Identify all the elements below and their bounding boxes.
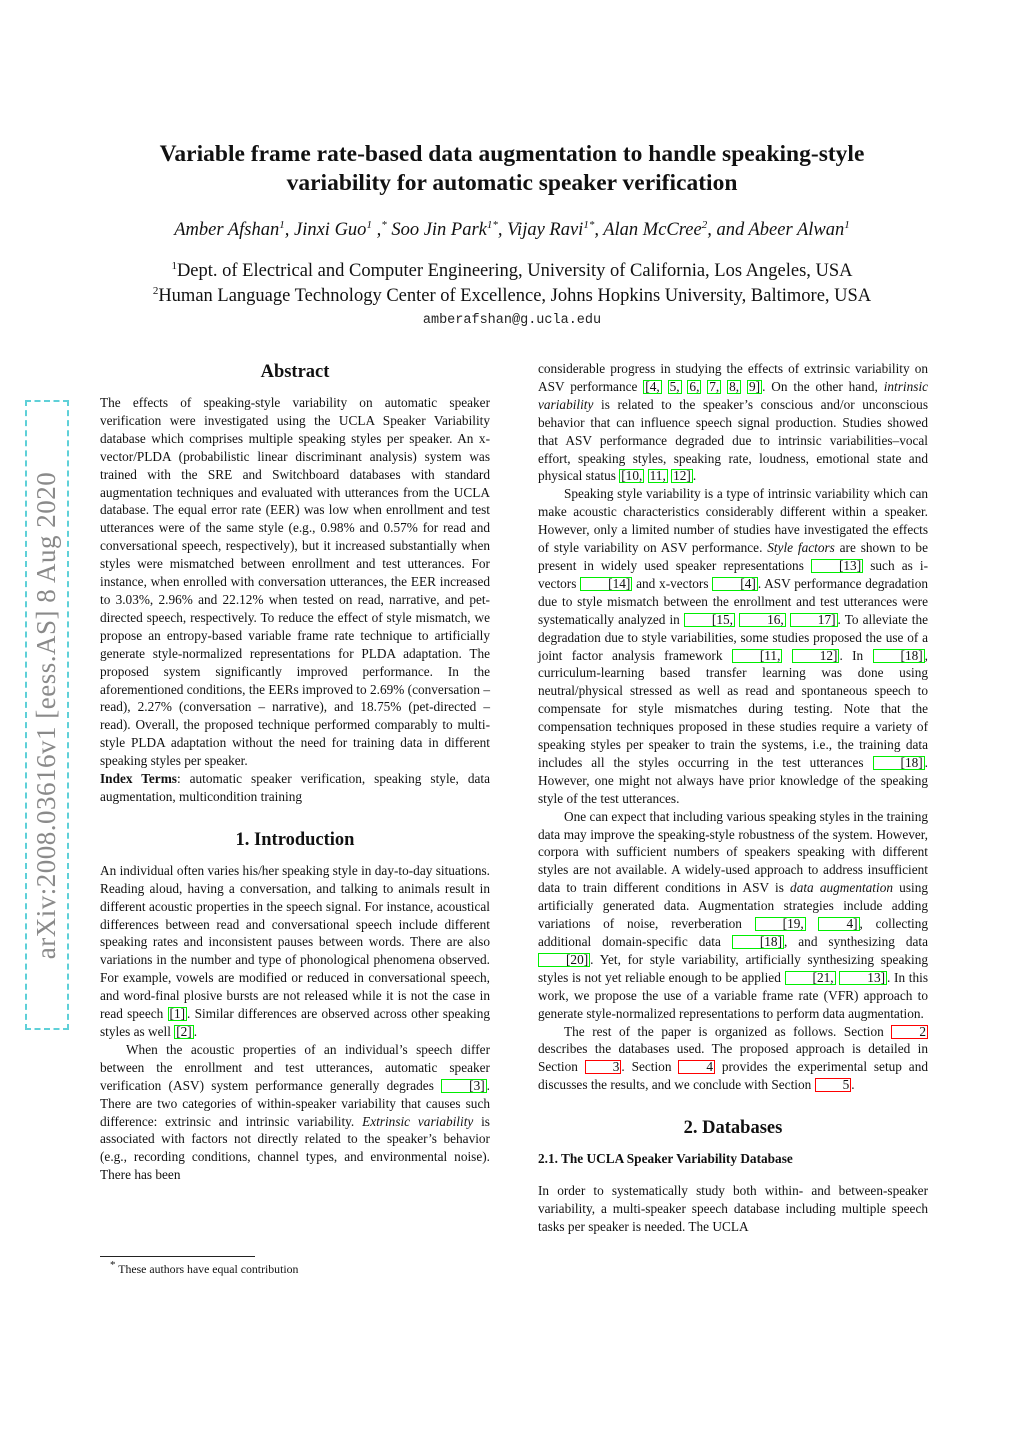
abstract-heading: Abstract — [260, 362, 330, 382]
citation-link[interactable]: 12] — [792, 649, 840, 663]
citation-link[interactable]: [2] — [176, 1024, 192, 1039]
citation-link[interactable]: [21, — [785, 971, 836, 985]
text: . Section — [621, 1059, 679, 1075]
text: and x-vectors — [632, 575, 713, 591]
text: An individual often varies his/her speaking style in day-to-day situations. Reading aloud, having a conversation, and talking to animals result in different acoustic properties in the speech signal. For instance, acoustical differences between read and conversational speech include different speaking rates and inconsistent pauses between words. There are also variations in the number and type of phonological phenomena observed. For example, vowels are modified or reduced in conversational speech, and word-final plosive bursts are not released while it is not the case in read speech — [100, 862, 490, 1022]
affiliation-sup: 1 — [171, 259, 177, 272]
section-link[interactable]: 5 — [815, 1078, 852, 1092]
citation-link[interactable]: 16, — [739, 613, 786, 627]
arxiv-stamp — [25, 400, 69, 1030]
text: such as i-vectors — [538, 557, 929, 591]
citation-link[interactable]: 17] — [790, 613, 838, 627]
author-separator: , — [371, 220, 382, 240]
left-column — [100, 360, 490, 1184]
text: describes the databases used. The proposed approach is detailed in Section — [538, 1041, 928, 1075]
citation-link[interactable]: 8, — [729, 378, 740, 394]
title-line-2: variability for automatic speaker verification — [286, 170, 738, 196]
index-terms-text: : automatic speaker verification, speaking style, data augmentation, multicondition training — [100, 771, 490, 804]
text: , and synthesizing data — [784, 934, 929, 949]
text: . Yet, for style variability, artificially synthesizing speaking styles is not yet reliable enough to be applied — [538, 951, 928, 985]
text: . However, one might not always have prior knowledge of the speaking style of the test utterances. — [538, 754, 928, 806]
text: is related to the speaker’s conscious and/or unconscious behavior that can influence speech signal production. Studies showed that ASV performance degraded due to intrinsic variabilities–vocal effort, speaking styles, speaking rate, loudness, emotional state and physical status — [538, 396, 928, 484]
contact-email[interactable]: amberafshan@g.ucla.edu — [422, 313, 602, 328]
text: . — [692, 468, 697, 484]
author-name: , Vijay Ravi — [497, 220, 584, 240]
right-paragraph-1 — [538, 360, 928, 485]
text: . ASV performance degradation due to style mismatch between the enrollment and test utterances were systematically analyzed in — [538, 575, 928, 627]
text: is associated with factors not directly related to the speaker’s behavior (e.g., recording conditions, channel types, and environmental noise). There has been — [100, 1113, 490, 1183]
citation-link[interactable]: [4, — [645, 378, 660, 394]
author-sup: 2 — [701, 218, 708, 231]
subsection-heading: 2.1. The UCLA Speaker Variability Database — [538, 1151, 793, 1167]
author-sup: 1* — [486, 218, 498, 231]
text: Speaking style variability is a type of intrinsic variability which can make acoustic characteristics considerably different within a speaker. However, only a limited number of studies have investigated the effects of style variability on ASV performance. — [538, 486, 928, 556]
citation-link[interactable]: [4] — [712, 577, 758, 591]
right-paragraph-3 — [538, 808, 928, 1023]
text: One can expect that including various speaking styles in the training data may improve the speaking-style robustness of the system. However, corpora with sufficient numbers of speakers speaking with different styles are not available. A widely-used approach to address insufficient data to train different conditions in ASV is — [538, 808, 928, 896]
author-name: , and Abeer Alwan — [707, 220, 845, 240]
abstract-body: The effects of speaking-style variability on automatic speaker verification were investigated using the UCLA Speaker Variability database which comprises multiple speaking styles per speaker. An x-vector/PLDA (probabilistic linear discriminant analysis) system was trained with the SRE and Switchboard databases with standard augmentation techniques and evaluated with utterances from the UCLA database. The equal error rate (EER) was low when enrollment and test utterances were of the same style (e.g., 0.98% and 0.57% for read and conversational speech, respectively), but it increased substantially when styles were mismatched between enrollment and test utterances. For instance, when enrolled with conversation utterances, the EER increased to 3.03%, 2.96% and 22.12% when tested on read, narrative, and pet-directed speech, respectively. To reduce the effect of style mismatch, we propose an entropy-based variable frame rate technique to artificially generate style-normalized representations for PLDA adaptation. The proposed system significantly improved performance. In the aforementioned conditions, the EERs improved to 2.69% (conversation – read), 2.27% (conversation – narrative), and 18.75% (pet-directed – read). Overall, the proposed technique performed comparably to multi-style PLDA adaptation without the need for training data in different speaking styles per speaker. — [100, 395, 490, 769]
citation-link[interactable]: [1] — [169, 1006, 186, 1022]
citation-link[interactable]: 9] — [749, 378, 761, 394]
citation-link[interactable]: 6, — [689, 378, 700, 394]
author-name: , Alan McCree — [594, 220, 702, 240]
citation-link[interactable]: [18] — [873, 756, 925, 770]
citation-link[interactable]: [15, — [684, 613, 735, 627]
author-name: , Jinxi Guo — [284, 220, 367, 240]
citation-link[interactable]: 5, — [669, 378, 680, 394]
affiliation-1 — [90, 259, 934, 283]
text: . In this work, we propose the use of a variable frame rate (VFR) approach to generate style-normalized representations to perform data augmentation. — [538, 969, 929, 1021]
right-column — [538, 360, 928, 1236]
arxiv-stamp-text: arXiv:2008.03616v1 [eess.AS] 8 Aug 2020 — [31, 471, 62, 959]
text: . On the other hand, — [762, 378, 884, 394]
citation-link[interactable]: [3] — [441, 1079, 487, 1093]
text: , curriculum-learning based transfer learning was done using neutral/physical stressed as well as read and spontaneous speech to compensate for style mismatches during testing. Note that the compensation techniques proposed in these studies require a variety of speaking styles per speaker to train the systems, i.e., the training data includes all the styles occurring in the test utterances — [538, 647, 928, 770]
affiliation-text: Dept. of Electrical and Computer Engineering, University of California, Los Angeles, USA — [176, 261, 853, 281]
text: , collecting additional domain-specific data — [538, 916, 929, 949]
citation-link[interactable]: [18] — [732, 935, 784, 949]
databases-heading: 2. Databases — [683, 1118, 783, 1139]
affiliation-sup: 2 — [152, 284, 159, 297]
citation-link[interactable]: 12] — [673, 468, 691, 484]
citation-link[interactable]: [18] — [873, 649, 925, 663]
citation-link[interactable]: [14] — [580, 577, 632, 591]
citation-link[interactable]: 4] — [818, 917, 859, 931]
author-name: Soo Jin Park — [386, 220, 487, 240]
paper-title — [120, 140, 904, 198]
emphasis: Extrinsic variability — [362, 1113, 474, 1129]
right-paragraph-4 — [538, 1023, 928, 1095]
index-terms — [100, 770, 490, 806]
text: . Similar differences are observed across other speaking styles as well — [100, 1006, 490, 1039]
citation-link[interactable]: 11, — [649, 468, 666, 484]
text: using artificially generated data. Augmentation strategies include adding variations of noise, reverberation — [538, 880, 928, 932]
title-line-1: Variable frame rate-based data augmentation to handle speaking-style — [159, 141, 865, 167]
author-sup: * — [381, 218, 387, 231]
introduction-heading: 1. Introduction — [235, 829, 355, 850]
intro-paragraph-2 — [100, 1041, 490, 1184]
section-link[interactable]: 3 — [585, 1060, 622, 1074]
citation-link[interactable]: [13] — [811, 559, 863, 573]
right-paragraph-5: In order to systematically study both within- and between-speaker variability, a multi-speaker speech database including multiple speech tasks per speaker is needed. The UCLA — [538, 1183, 928, 1234]
emphasis: intrinsic variability — [538, 378, 929, 412]
text: . — [851, 1077, 855, 1093]
footnote-rule — [100, 1256, 255, 1257]
citation-link[interactable]: [20] — [538, 953, 590, 967]
citation-link[interactable]: [19, — [755, 917, 806, 931]
intro-paragraph-1 — [100, 862, 490, 1041]
citation-link[interactable]: 7, — [709, 378, 720, 394]
text: provides the experimental setup and discusses the results, and we conclude with Section — [538, 1059, 928, 1093]
citation-link[interactable]: 13] — [839, 971, 887, 985]
author-sup: 1 — [844, 218, 850, 231]
author-sup: 1* — [583, 218, 595, 231]
index-terms-label: Index Terms — [100, 771, 177, 787]
right-paragraph-2 — [538, 485, 928, 807]
text: are shown to be present in widely used speaker representations — [538, 540, 928, 573]
text: . — [193, 1024, 198, 1039]
emphasis: Style factors — [767, 540, 835, 556]
affiliation-2 — [90, 284, 934, 308]
affiliation-text: Human Language Technology Center of Excellence, Johns Hopkins University, Baltimore, USA — [158, 286, 872, 306]
text: When the acoustic properties of an individual’s speech differ between the enrollment and test utterances, automatic speaker verification (ASV) system performance generally degrades — [100, 1041, 490, 1093]
text: . In — [839, 647, 873, 663]
section-link[interactable]: 4 — [678, 1060, 715, 1074]
section-link[interactable]: 2 — [891, 1025, 928, 1039]
text: . There are two categories of within-speaker variability that causes such difference: extrinsic and intrinsic variability. — [100, 1077, 490, 1129]
citation-link[interactable]: [10, — [621, 468, 643, 484]
author-name: Amber Afshan — [174, 220, 280, 240]
author-sup: 1 — [366, 218, 372, 231]
author-sup: 1 — [279, 218, 285, 231]
text: . To alleviate the degradation due to style variabilities, some studies proposed the use of a joint factor analysis framework — [538, 611, 928, 663]
text: considerable progress in studying the effects of extrinsic variability on ASV performance — [538, 361, 928, 394]
footnote — [110, 1259, 299, 1277]
citation-link[interactable]: [11, — [732, 649, 783, 663]
footnote-mark: * — [110, 1259, 116, 1272]
author-list — [100, 218, 924, 242]
emphasis: data augmentation — [790, 880, 893, 896]
text: The rest of the paper is organized as follows. Section — [564, 1023, 892, 1039]
footnote-text: These authors have equal contribution — [118, 1262, 299, 1276]
